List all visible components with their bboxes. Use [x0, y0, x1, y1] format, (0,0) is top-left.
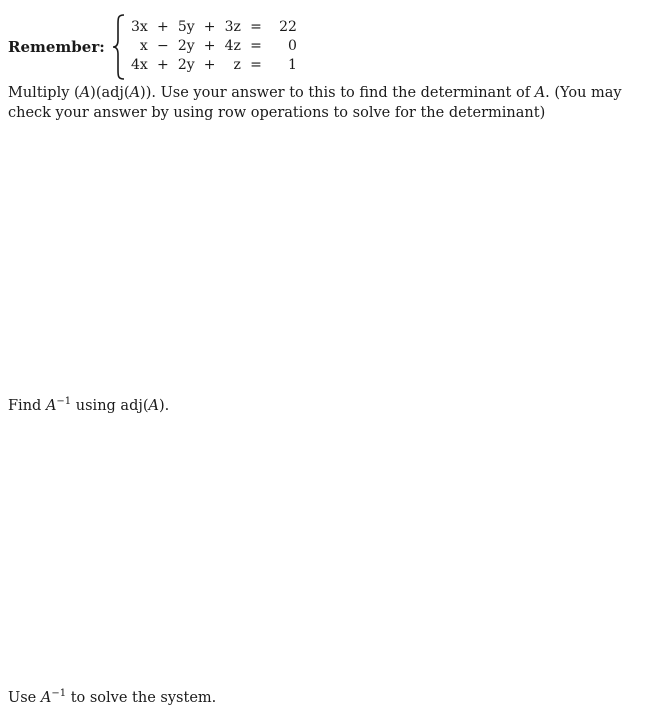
q3-text-2: to solve the system. [66, 690, 217, 706]
equation-row [128, 18, 300, 37]
term: 3x [131, 19, 148, 35]
inverse-exponent: −1 [51, 688, 67, 699]
left-brace-icon [112, 14, 126, 80]
q1-text-4: . (You may check your answer by using row operations to solve for the determinant) [8, 85, 622, 121]
matrix-a: A [534, 85, 546, 101]
q1-text-2: )(adj( [90, 85, 130, 101]
operator: + [203, 38, 216, 54]
term: 4z [224, 38, 241, 54]
operator: + [203, 19, 216, 35]
term: 3z [224, 19, 241, 35]
rhs-value: 22 [279, 19, 297, 35]
operator: − [156, 38, 169, 54]
term: z [233, 57, 241, 73]
question-find-inverse [8, 396, 169, 416]
q2-text-3: ). [159, 398, 170, 414]
question-solve-system [8, 688, 216, 708]
term: 5y [177, 19, 195, 35]
q2-text-2: using adj( [71, 398, 149, 414]
q2-text-1: Find [8, 398, 46, 414]
matrix-a: A [45, 398, 57, 414]
equation-row [128, 37, 300, 56]
matrix-a: A [40, 690, 52, 706]
term: x [139, 38, 148, 54]
question-multiply-adj [8, 83, 644, 123]
term: 2y [177, 57, 195, 73]
equation-system [128, 18, 300, 75]
equals-sign: = [250, 57, 262, 73]
q1-text-1: Multiply ( [8, 85, 80, 101]
operator: + [156, 19, 169, 35]
equals-sign: = [250, 19, 262, 35]
matrix-a: A [79, 85, 91, 101]
remember-label: Remember: [8, 38, 105, 56]
term: 4x [131, 57, 148, 73]
matrix-a: A [129, 85, 141, 101]
operator: + [156, 57, 169, 73]
q3-text-1: Use [8, 690, 41, 706]
equation-row [128, 56, 300, 75]
equals-sign: = [250, 38, 262, 54]
rhs-value: 0 [288, 38, 297, 54]
matrix-a: A [148, 398, 159, 414]
rhs-value: 1 [288, 57, 297, 73]
operator: + [203, 57, 216, 73]
q1-text-3: )). Use your answer to this to find the determinant of [140, 85, 535, 101]
term: 2y [177, 38, 195, 54]
inverse-exponent: −1 [56, 396, 72, 407]
